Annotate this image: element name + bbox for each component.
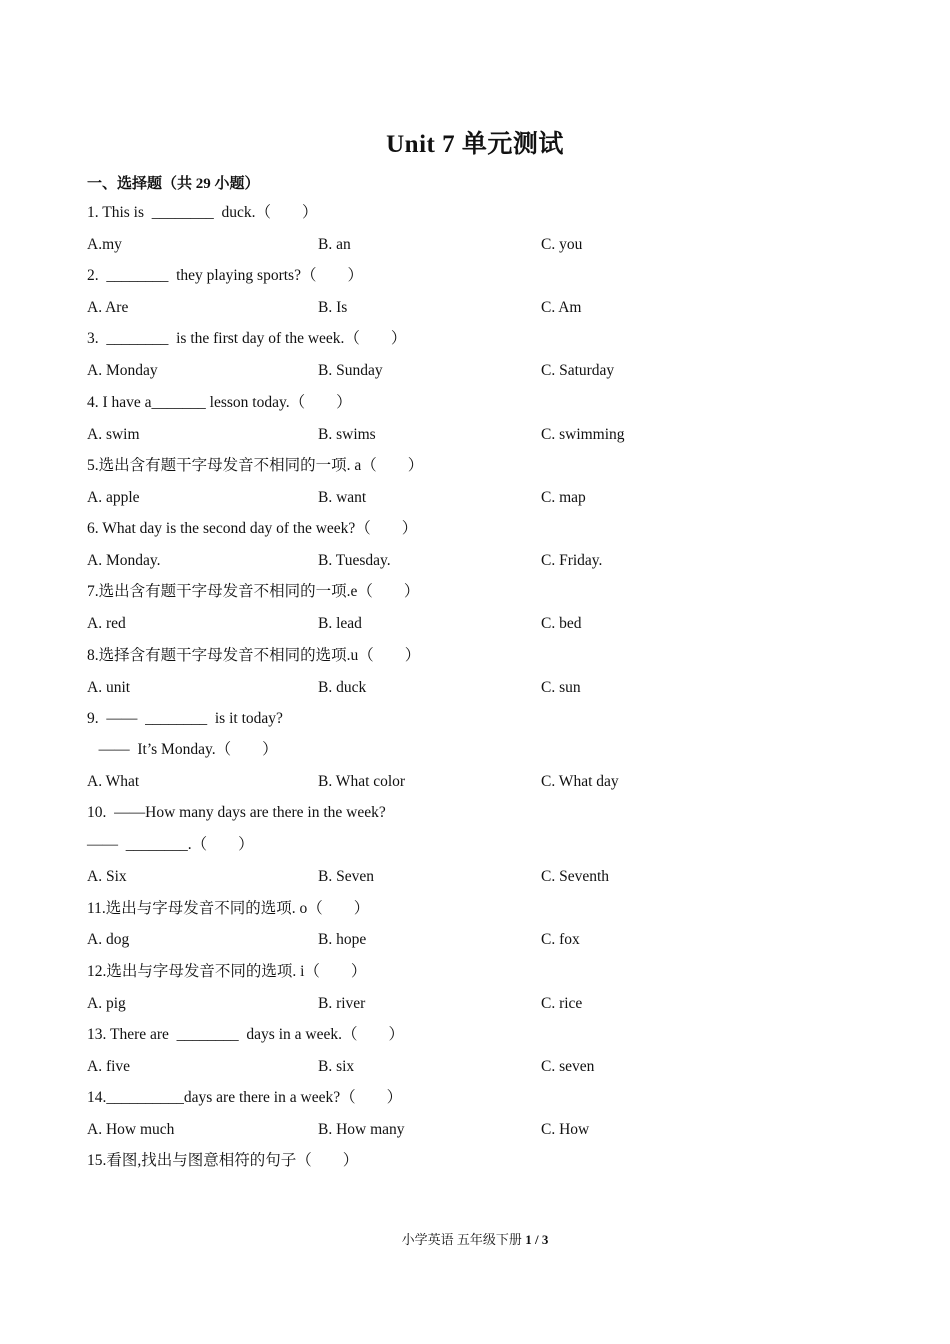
option-c[interactable]: C. sun (541, 679, 581, 696)
question-1-stem: 1. This is ________ duck.（ ） (87, 204, 318, 221)
page-separator: / (531, 1232, 542, 1247)
option-c[interactable]: C. What day (541, 773, 619, 790)
option-c[interactable]: C. Friday. (541, 552, 603, 569)
option-a[interactable]: A. How much (87, 1121, 175, 1138)
question-5-stem: 5.选出含有题干字母发音不相同的一项. a（ ） (87, 457, 424, 474)
option-a[interactable]: A. Monday. (87, 552, 161, 569)
question-14-stem: 14.__________days are there in a week?（ ） (87, 1089, 403, 1106)
option-c[interactable]: C. seven (541, 1058, 595, 1075)
question-10-stem-reply: —— ________.（ ） (87, 836, 254, 853)
option-a[interactable]: A. Are (87, 299, 129, 316)
option-a[interactable]: A. apple (87, 489, 140, 506)
option-c[interactable]: C. bed (541, 615, 582, 632)
option-b[interactable]: B. want (318, 489, 367, 506)
option-b[interactable]: B. swims (318, 426, 376, 443)
option-b[interactable]: B. an (318, 236, 351, 253)
question-11-stem: 11.选出与字母发音不同的选项. o（ ） (87, 900, 370, 917)
option-a[interactable]: A. Monday (87, 362, 158, 379)
option-b[interactable]: B. Seven (318, 868, 374, 885)
page-total: 3 (541, 1232, 549, 1247)
option-b[interactable]: B. duck (318, 679, 367, 696)
question-9-stem-reply: —— It’s Monday.（ ） (87, 741, 278, 758)
option-c[interactable]: C. fox (541, 931, 580, 948)
option-b[interactable]: B. How many (318, 1121, 405, 1138)
option-c[interactable]: C. swimming (541, 426, 625, 443)
section-heading: 一、选择题（共 29 小题） (87, 176, 260, 192)
option-a[interactable]: A.my (87, 236, 122, 253)
option-b[interactable]: B. What color (318, 773, 406, 790)
page-footer (0, 1229, 950, 1248)
option-a[interactable]: A. red (87, 615, 126, 632)
page-number: 1 (525, 1232, 532, 1247)
question-15-stem: 15.看图,找出与图意相符的句子（ ） (87, 1152, 359, 1169)
option-a[interactable]: A. Six (87, 868, 127, 885)
option-b[interactable]: B. lead (318, 615, 362, 632)
option-a[interactable]: A. pig (87, 995, 126, 1012)
option-c[interactable]: C. Saturday (541, 362, 615, 379)
option-c[interactable]: C. you (541, 236, 583, 253)
question-2-stem: 2. ________ they playing sports?（ ） (87, 267, 363, 284)
option-c[interactable]: C. rice (541, 995, 583, 1012)
question-6-stem: 6. What day is the second day of the week?（ ） (87, 520, 418, 537)
option-a[interactable]: A. five (87, 1058, 131, 1075)
page-title: Unit 7 单元测试 (386, 131, 564, 158)
question-7-stem: 7.选出含有题干字母发音不相同的一项.e（ ） (87, 583, 420, 600)
option-c[interactable]: C. How (541, 1121, 590, 1138)
question-13-stem: 13. There are ________ days in a week.（ ） (87, 1026, 404, 1043)
question-10-stem: 10. ——How many days are there in the week? (87, 804, 386, 821)
question-12-stem: 12.选出与字母发音不同的选项. i（ ） (87, 963, 367, 980)
option-a[interactable]: A. unit (87, 679, 131, 696)
question-4-stem: 4. I have a_______ lesson today.（ ） (87, 394, 352, 411)
option-b[interactable]: B. Sunday (318, 362, 383, 379)
question-8-stem: 8.选择含有题干字母发音不相同的选项.u（ ） (87, 647, 421, 664)
option-b[interactable]: B. six (318, 1058, 355, 1075)
option-c[interactable]: C. Seventh (541, 868, 610, 885)
option-a[interactable]: A. dog (87, 931, 130, 948)
question-9-stem: 9. —— ________ is it today? (87, 710, 283, 727)
option-b[interactable]: B. Tuesday. (318, 552, 391, 569)
option-b[interactable]: B. river (318, 995, 366, 1012)
option-c[interactable]: C. map (541, 489, 586, 506)
footer-text: 小学英语 五年级下册 (401, 1232, 526, 1247)
option-a[interactable]: A. swim (87, 426, 140, 443)
option-a[interactable]: A. What (87, 773, 140, 790)
option-c[interactable]: C. Am (541, 299, 582, 316)
option-b[interactable]: B. Is (318, 299, 348, 316)
option-b[interactable]: B. hope (318, 931, 367, 948)
question-3-stem: 3. ________ is the first day of the week.（ ） (87, 330, 407, 347)
